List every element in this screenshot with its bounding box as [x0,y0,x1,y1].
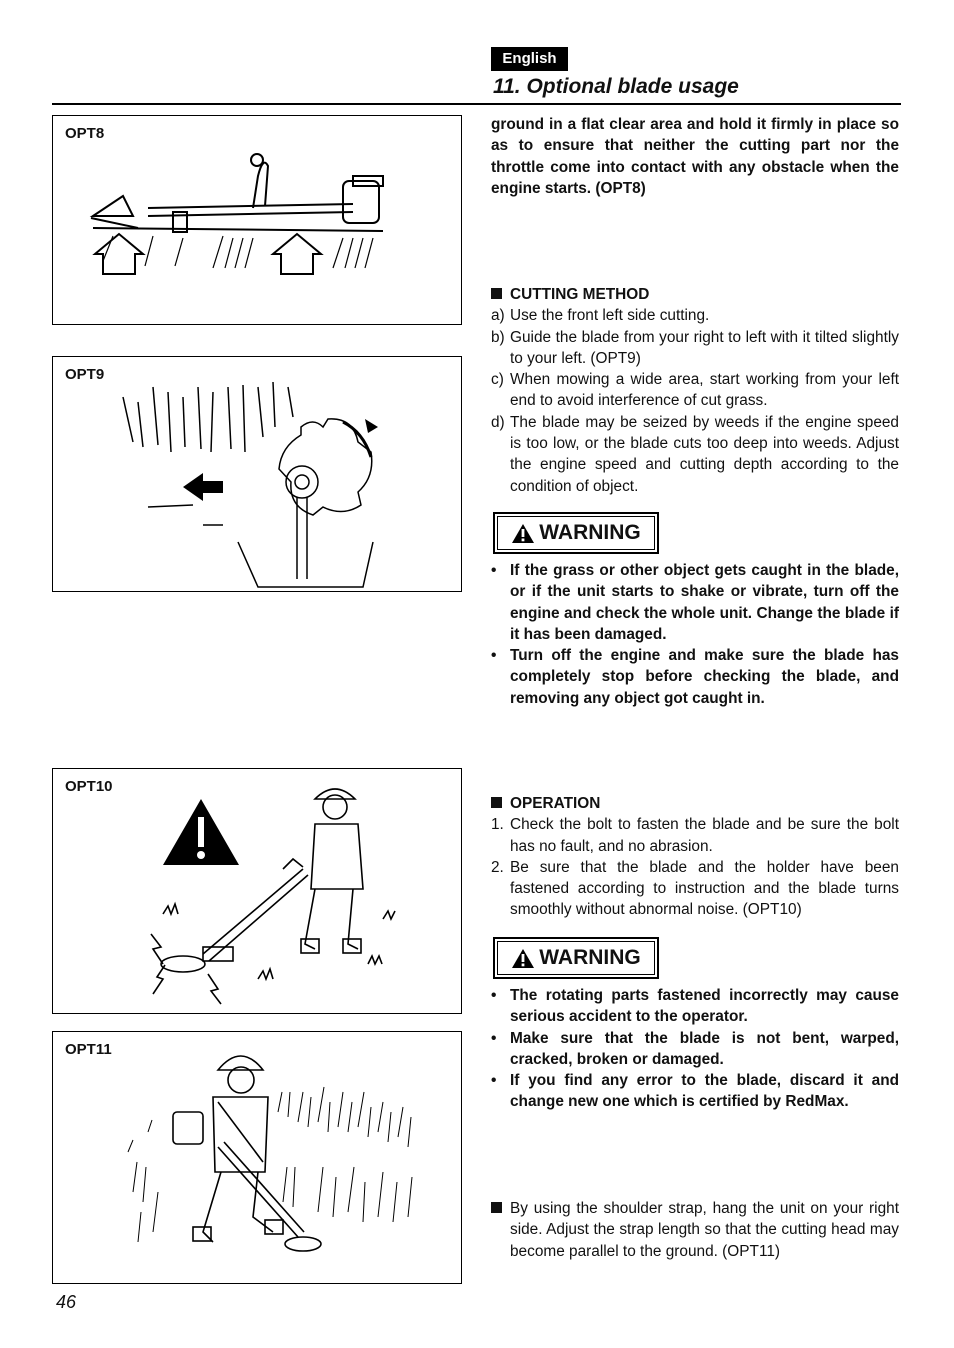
figure-label: OPT9 [65,366,105,383]
item-text: Use the front left side cutting. [510,307,710,325]
item-text: Guide the blade from your right to left with it tilted slightly to your left. (OPT9) [510,328,899,367]
warning-label: WARNING [539,946,641,969]
figure-label: OPT11 [65,1041,112,1058]
bullet-dot-icon: • [491,562,497,579]
item-text: If the grass or other object gets caught in the blade, or if the unit starts to shake or vibrate, turn off the engine and check the whole unit. Change the blade if it has been damaged. [510,562,899,643]
section-title: 11. Optional blade usage [493,75,739,98]
bullet-cell [491,1198,510,1262]
trimmer-on-ground-illustration [53,116,463,326]
item-key: 1. [491,816,504,834]
item-text: The rotating parts fastened incorrectly may cause serious accident to the operator. [510,987,899,1026]
list-item [491,645,899,709]
item-text: When mowing a wide area, start working from your left end to avoid interference of cut grass. [510,371,899,410]
item-key: a) [491,307,505,325]
warning-label: WARNING [539,521,641,544]
list-item [491,1028,899,1071]
strap-paragraph: By using the shoulder strap, hang the unit on your right side. Adjust the strap length so that the cutting head may become parallel to the ground. (OPT11) [510,1200,899,1260]
figure-opt8 [52,115,462,325]
item-key: c) [491,371,504,389]
warning-box [493,937,659,979]
figure-opt10 [52,768,462,1014]
warning-list [491,560,899,709]
strap-section [491,1198,899,1262]
bullet-dot-icon: • [491,1029,497,1047]
figure-opt9 [52,356,462,592]
figure-opt11 [52,1031,462,1284]
item-text: The blade may be seized by weeds if the engine speed is too low, or the blade cuts too deep into weeds. Adjust the engine speed and cutting depth according to the condition of object. [510,413,899,495]
square-bullet-icon [491,1202,502,1213]
warning-box [493,512,659,554]
item-text: If you find any error to the blade, discard it and change new one which is certified by RedMax. [510,1072,899,1111]
warning-list [491,985,899,1113]
heading-text: CUTTING METHOD [510,286,650,303]
square-bullet-icon [491,288,502,299]
item-text: Make sure that the blade is not bent, warped, cracked, broken or damaged. [510,1029,899,1068]
item-text: Be sure that the blade and the holder have been fastened according to instruction and the blade turns smoothly without abnormal noise. (OPT10) [510,858,899,919]
list-item [491,369,899,412]
bullet-dot-icon: • [491,987,497,1004]
bullet-dot-icon: • [491,647,497,665]
list-item [491,560,899,645]
square-bullet-icon [491,797,502,808]
item-key: b) [491,328,505,346]
heading-text: OPERATION [510,795,601,812]
list-item [491,814,899,857]
list-item [491,1198,899,1262]
cutting-method-heading [491,284,899,305]
list-item [491,985,899,1028]
operation-section [491,793,899,921]
cutting-method-section [491,284,899,497]
list-item [491,1070,899,1113]
list-item [491,327,899,370]
operator-with-trimmer-illustration [53,769,463,1015]
list-item [491,857,899,921]
warning-triangle-icon [511,523,535,544]
warning-triangle-icon [511,948,535,969]
figure-label: OPT10 [65,778,113,795]
item-text: Check the bolt to fasten the blade and be sure the bolt has no fault, and no abrasion. [510,816,899,855]
blade-cutting-direction-illustration [53,357,463,593]
item-text: Turn off the engine and make sure the blade has completely stop before checking the blade, and removing any object got caught in. [510,647,899,707]
list-item [491,412,899,497]
header-rule [52,103,901,105]
page-number: 46 [56,1292,77,1312]
language-tab: English [491,47,568,71]
bullet-dot-icon: • [491,1072,497,1090]
item-key: d) [491,413,505,431]
operator-with-shoulder-strap-illustration [53,1032,463,1285]
list-item [491,305,899,326]
intro-paragraph: ground in a flat clear area and hold it firmly in place so as to ensure that neither the cutting part nor the throttle come into contact with any obstacle when the engine starts. (OPT8) [491,116,899,197]
figure-label: OPT8 [65,125,105,142]
operation-heading [491,793,899,814]
warning-triangle-icon [163,799,239,865]
item-key: 2. [491,858,504,876]
